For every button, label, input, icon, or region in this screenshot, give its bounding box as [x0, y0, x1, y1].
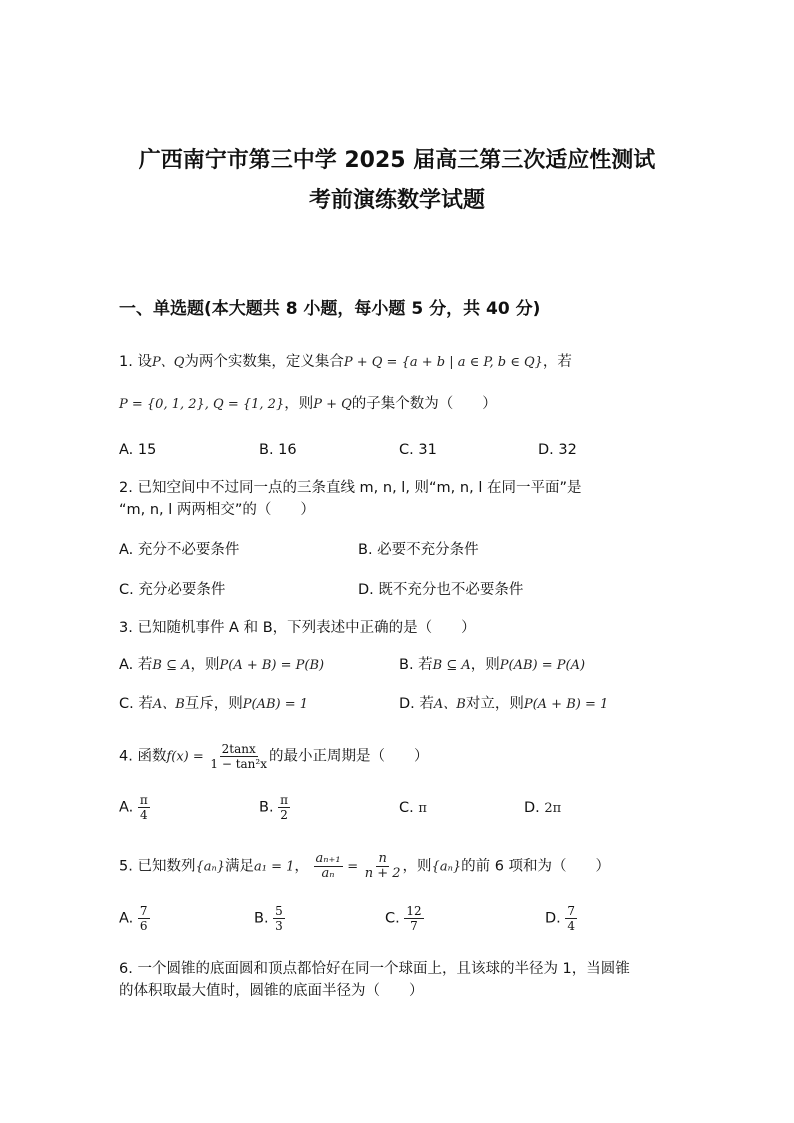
q1-option-b: B. 16 [259, 442, 297, 458]
section-heading: 一、单选题(本大题共 8 小题，每小题 5 分，共 40 分) [119, 299, 541, 319]
exam-subtitle: 考前演练数学试题 [308, 188, 485, 213]
q1-option-c: C. 31 [399, 442, 437, 458]
question-4-stem: 4. 函数f(x) = $\frac{2\tan x}{\text{1 − tan²x}}$ 的最小正周期是（ ） [119, 742, 429, 771]
q4-option-a: A. $\frac{\pi}{4}$ [119, 793, 148, 822]
q2-option-b: B. 必要不充分条件 [358, 542, 479, 558]
q2-option-d: D. 既不充分也不必要条件 [358, 582, 524, 598]
q5-option-c: C. $\frac{12}{7}$ [385, 904, 422, 933]
q2-option-c: C. 充分必要条件 [119, 582, 226, 598]
math-sets: P = {0, 1, 2}, Q = {1, 2} [119, 397, 285, 412]
question-2-line-1: 2. 已知空间中不过同一点的三条直线 m, n, l, 则“m, n, l 在同一平面”是 [119, 480, 582, 496]
math-set-pq: P、Q [151, 355, 185, 370]
q1-option-d: D. 32 [538, 442, 577, 458]
q3-option-b: B. 若B ⊆ A，则P(AB) = P(A) [399, 657, 586, 673]
q2-option-a: A. 充分不必要条件 [119, 542, 240, 558]
q4-option-b: B. $\frac{\pi}{2}$ [259, 793, 289, 822]
q1-option-a: A. 15 [119, 442, 157, 458]
question-1-line-1: 1. 设P、Q为两个实数集，定义集合P + Q = {a + b | a ∈ P, b ∈ Q}，若 [119, 354, 572, 370]
q3-option-a: A. 若B ⊆ A，则P(A + B) = P(B) [119, 657, 325, 673]
question-2-line-2: “m, n, l 两两相交”的（ ） [119, 502, 315, 518]
q5-option-d: D. $\frac{7}{4}$ [545, 904, 576, 933]
q4-option-c: C. π [399, 800, 427, 816]
question-6-line-2: 的体积取最大值时，圆锥的底面半径为（ ） [119, 983, 424, 999]
q5-option-b: B. $\frac{5}{3}$ [254, 904, 283, 933]
exam-title: 广西南宁市第三中学 2025 届高三第三次适应性测试 [138, 148, 656, 173]
q5-option-a: A. $\frac{7}{6}$ [119, 904, 148, 933]
question-3-stem: 3. 已知随机事件 A 和 B，下列表述中正确的是（ ） [119, 620, 476, 636]
math-p-plus-q: P + Q [313, 397, 352, 412]
q3-option-c: C. 若A、B互斥，则P(AB) = 1 [119, 696, 309, 712]
q4-option-d: D. 2π [524, 800, 562, 816]
math-set-definition: P + Q = {a + b | a ∈ P, b ∈ Q} [343, 355, 543, 370]
math-fraction: $\frac{2\tan x}{\text{1 − tan²x}}$ [210, 742, 267, 771]
question-1-line-2: P = {0, 1, 2}, Q = {1, 2}，则P + Q的子集个数为（ ） [119, 396, 497, 412]
q3-option-d: D. 若A、B对立，则P(A + B) = 1 [399, 696, 609, 712]
question-5-stem: 5. 已知数列{aₙ}满足a₁ = 1， $\frac{\text{aₙ₊₁}}{\text{aₙ}}$ = $\frac{n}{n + 2}$ ，则{aₙ}的前 6 项和为（ ） [119, 851, 611, 881]
math-fx: f(x) = [166, 749, 204, 765]
question-6-line-1: 6. 一个圆锥的底面圆和顶点都恰好在同一个球面上，且该球的半径为 1，当圆锥 [119, 961, 630, 977]
